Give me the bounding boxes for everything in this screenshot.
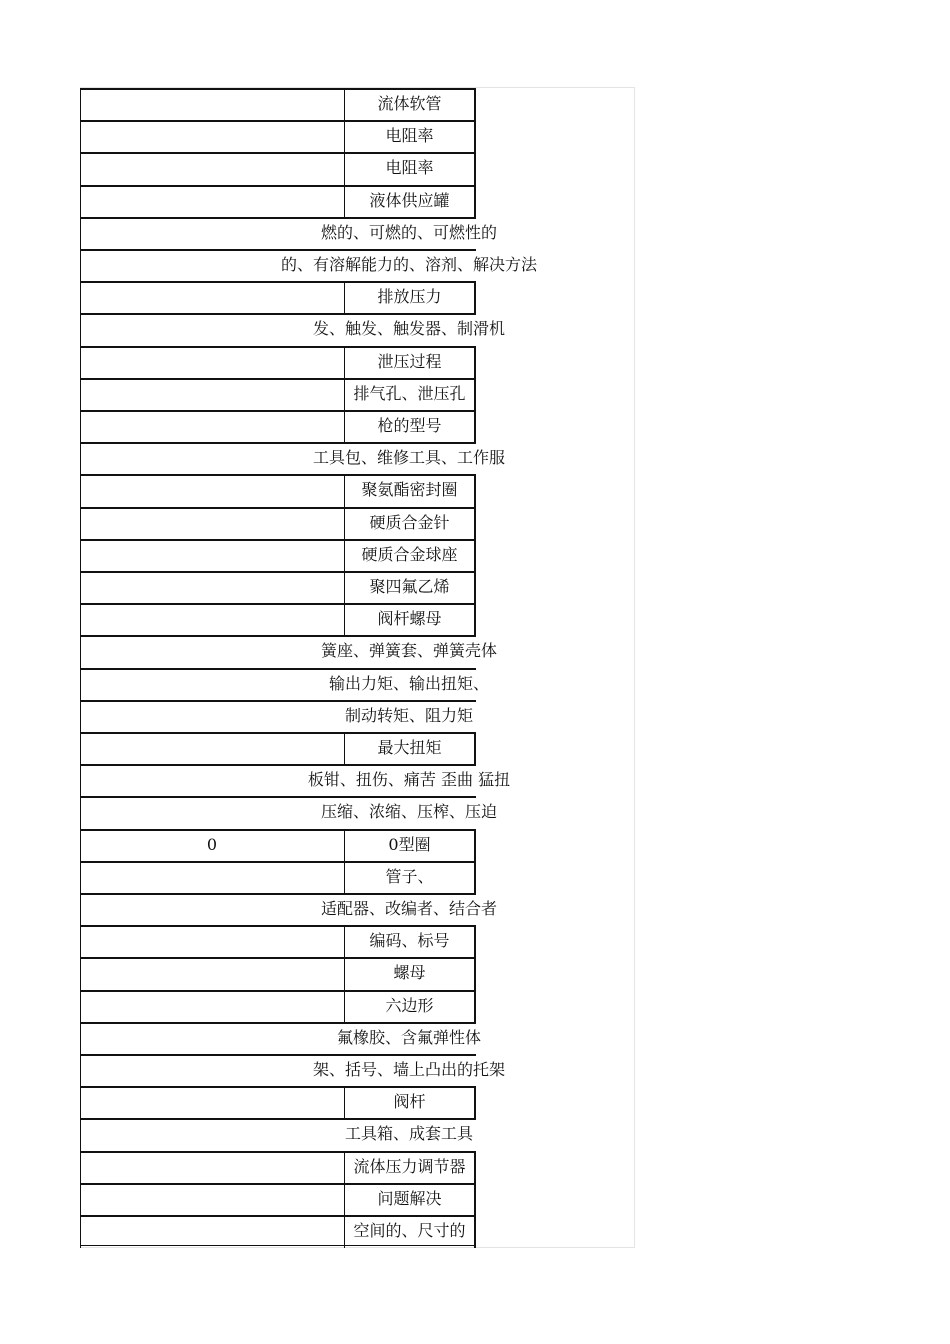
row-left-border [80,668,81,701]
cell-term: 电阻率 [385,158,434,178]
cell-right-border [474,925,476,958]
cell-right-border [474,571,476,604]
row-left-border [80,700,81,733]
cell-right-border [474,603,476,636]
cell-term: 液体供应罐 [369,190,450,210]
merged-cell-text: 制动转矩、阻力矩 [344,705,473,725]
cell-right-border [474,281,476,314]
cell-left [80,1151,344,1183]
cell-left [80,957,344,989]
cell-term: 问题解决 [377,1188,442,1208]
cell-term: 阀杆 [393,1092,426,1112]
cell-term: 管子、 [385,866,434,886]
merged-cell-text: 簧座、弹簧套、弹簧壳体 [320,641,497,661]
merged-cell-text: 发、触发、触发器、制滑机 [312,319,505,339]
cell-term: 流体压力调节器 [353,1156,466,1176]
cell-left [80,539,344,571]
cell-right-border [474,185,476,218]
cell-right-border [474,410,476,443]
cell-left [80,1215,344,1247]
cell-right-border [474,1215,476,1248]
cell-right-border [474,507,476,540]
cell-right-border [474,990,476,1023]
merged-cell-text: 输出力矩、输出扭矩、 [328,673,489,693]
row-left-border [80,249,81,282]
cell-term: 枪的型号 [377,416,442,435]
cell-right-border [474,732,476,765]
cell-left [80,152,344,184]
cell-right-border [474,1086,476,1119]
merged-cell-text: 压缩、浓缩、压榨、压迫 [320,802,497,822]
row-left-border [80,796,81,829]
cell-term: 阀杆螺母 [377,609,442,629]
cell-right-border [474,346,476,379]
cell-term: 最大扭矩 [377,738,442,757]
cell-right-border [474,861,476,894]
cell-right-border [474,474,476,507]
cell-term: 空间的、尺寸的 [353,1221,466,1240]
table-bottom-border [80,1245,476,1246]
row-left-border [80,635,81,668]
spreadsheet-table [80,87,635,1248]
cell-right-border [474,1151,476,1184]
merged-cell-text: 的、有溶解能力的、溶剂、解决方法 [280,255,537,274]
cell-right-border [474,539,476,572]
cell-right-border [474,1183,476,1216]
row-left-border [80,217,81,250]
cell-right-border [474,152,476,185]
cell-term: 聚氨酯密封圈 [361,480,458,500]
cell-term: 排气孔、泄压孔 [353,383,466,403]
cell-term: 泄压过程 [377,351,442,371]
cell-left [80,1183,344,1215]
cell-left [80,281,344,313]
cell-term: 聚四氟乙烯 [369,577,450,596]
row-left-border [80,893,81,926]
cell-term: 硬质合金针 [369,512,450,532]
cell-left [80,474,344,506]
row-left-border [80,1054,81,1087]
cell-left [80,185,344,217]
cell-right-border [474,957,476,990]
merged-cell-text: 燃的、可燃的、可燃性的 [320,222,497,242]
cell-left [80,861,344,893]
row-left-border [80,1118,81,1151]
cell-left [80,120,344,152]
cell-left [80,603,344,635]
cell-right-border [474,378,476,411]
row-left-border [80,1022,81,1055]
cell-left [80,88,344,120]
merged-cell-text: 工具箱、成套工具 [344,1124,473,1144]
cell-left [80,1086,344,1118]
cell-left [80,925,344,957]
cell-left: 0 [206,834,218,854]
cell-left [80,378,344,410]
cell-left [80,732,344,764]
cell-term: 螺母 [393,963,426,983]
merged-cell-text: 架、括号、墙上凸出的托架 [312,1060,505,1079]
merged-cell-text: 板钳、扭伤、痛苦 歪曲 猛扭 [307,770,511,790]
cell-right-border [474,120,476,153]
cell-term: 硬质合金球座 [361,544,458,564]
cell-term: 排放压力 [377,287,442,307]
cell-left [80,571,344,603]
cell-left [80,507,344,539]
cell-term: 流体软管 [377,94,442,113]
row-left-border [80,313,81,346]
cell-term: 编码、标号 [369,931,450,951]
merged-cell-text: 工具包、维修工具、工作服 [312,448,505,468]
row-left-border [80,764,81,797]
merged-cell-text: 适配器、改编者、结合者 [320,899,497,918]
merged-cell-text: 氟橡胶、含氟弹性体 [336,1027,481,1047]
cell-term: 0型圈 [388,834,431,854]
cell-term: 电阻率 [385,126,434,146]
cell-left [80,346,344,378]
cell-left [80,990,344,1022]
cell-left [80,410,344,442]
cell-right-border [474,88,476,121]
cell-right-border [474,829,476,862]
row-left-border [80,442,81,475]
cell-term: 六边形 [385,995,434,1015]
